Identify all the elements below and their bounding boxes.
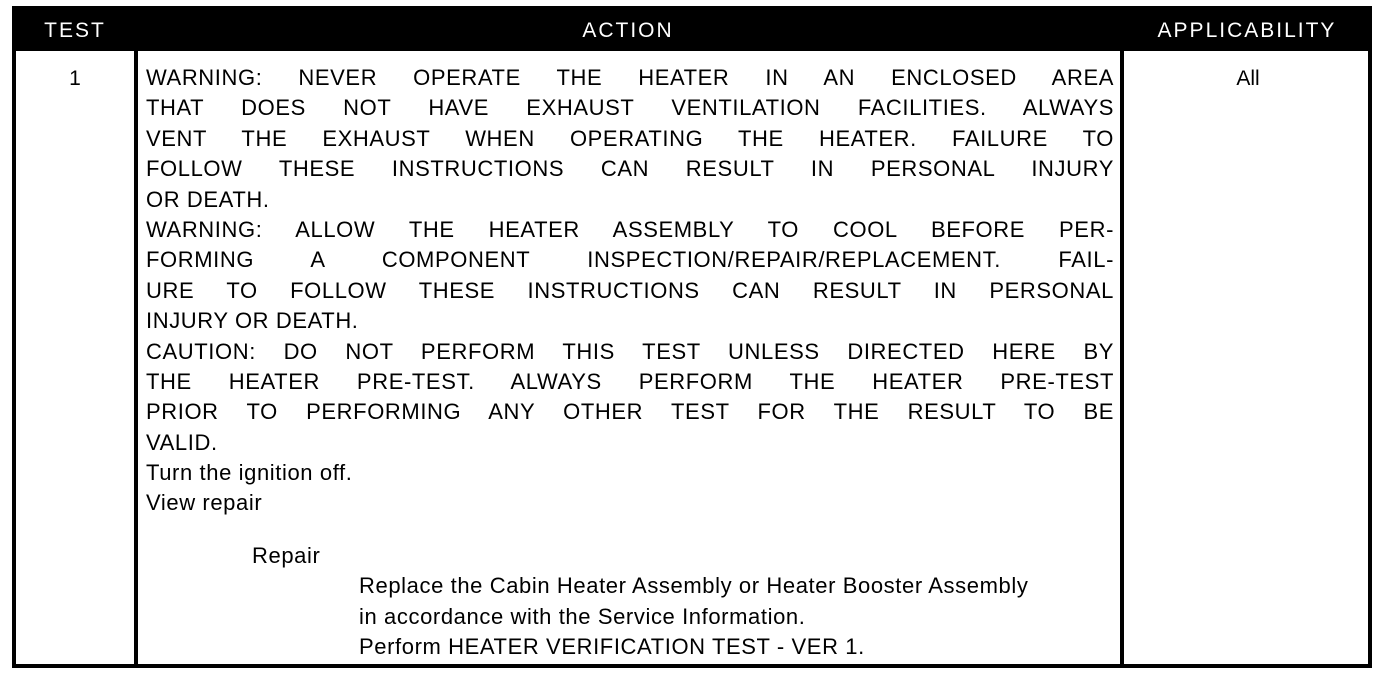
applicability-value: All — [1236, 67, 1260, 90]
text-line: INJURY OR DEATH. — [146, 308, 359, 334]
text-line: Replace the Cabin Heater Assembly or Heater Booster Assembly — [359, 573, 1029, 599]
action-cell — [146, 63, 1114, 662]
text-line: PRIOR TO PERFORMING ANY OTHER TEST FOR THE RESULT TO BE — [146, 399, 1114, 425]
text-line: THAT DOES NOT HAVE EXHAUST VENTILATION FACILITIES. ALWAYS — [146, 95, 1114, 121]
header-action: ACTION — [582, 19, 674, 42]
repair-instructions — [146, 571, 1114, 662]
step-view-repair: View repair — [146, 490, 263, 516]
text-line: FORMING A COMPONENT INSPECTION/REPAIR/REPLACEMENT. FAIL- — [146, 247, 1114, 273]
text-line: FOLLOW THESE INSTRUCTIONS CAN RESULT IN PERSONAL INJURY — [146, 156, 1114, 182]
test-number: 1 — [69, 67, 81, 90]
text-line: WARNING: ALLOW THE HEATER ASSEMBLY TO COOL BEFORE PER- — [146, 216, 1114, 242]
header-applicability: APPLICABILITY — [1157, 19, 1337, 42]
column-divider — [134, 51, 138, 664]
repair-label: Repair — [252, 542, 321, 568]
text-line: VENT THE EXHAUST WHEN OPERATING THE HEATER. FAILURE TO — [146, 125, 1114, 151]
diagnostic-test-table — [12, 6, 1372, 668]
text-line: OR DEATH. — [146, 186, 270, 212]
text-line: URE TO FOLLOW THESE INSTRUCTIONS CAN RESULT IN PERSONAL — [146, 277, 1114, 303]
column-divider — [1120, 51, 1124, 664]
caution-pretest — [146, 337, 1114, 459]
header-test: TEST — [44, 19, 106, 42]
text-line: VALID. — [146, 429, 218, 455]
text-line: WARNING: NEVER OPERATE THE HEATER IN AN ENCLOSED AREA — [146, 65, 1114, 90]
step-ignition-off: Turn the ignition off. — [146, 460, 353, 486]
text-line: in accordance with the Service Information. — [359, 603, 806, 629]
text-line: THE HEATER PRE-TEST. ALWAYS PERFORM THE HEATER PRE-TEST — [146, 368, 1114, 394]
text-line: Perform HEATER VERIFICATION TEST - VER 1. — [359, 634, 865, 660]
text-line: CAUTION: DO NOT PERFORM THIS TEST UNLESS DIRECTED HERE BY — [146, 338, 1114, 364]
warning-exhaust — [146, 63, 1114, 215]
table-header — [16, 10, 1368, 51]
warning-cool — [146, 215, 1114, 337]
